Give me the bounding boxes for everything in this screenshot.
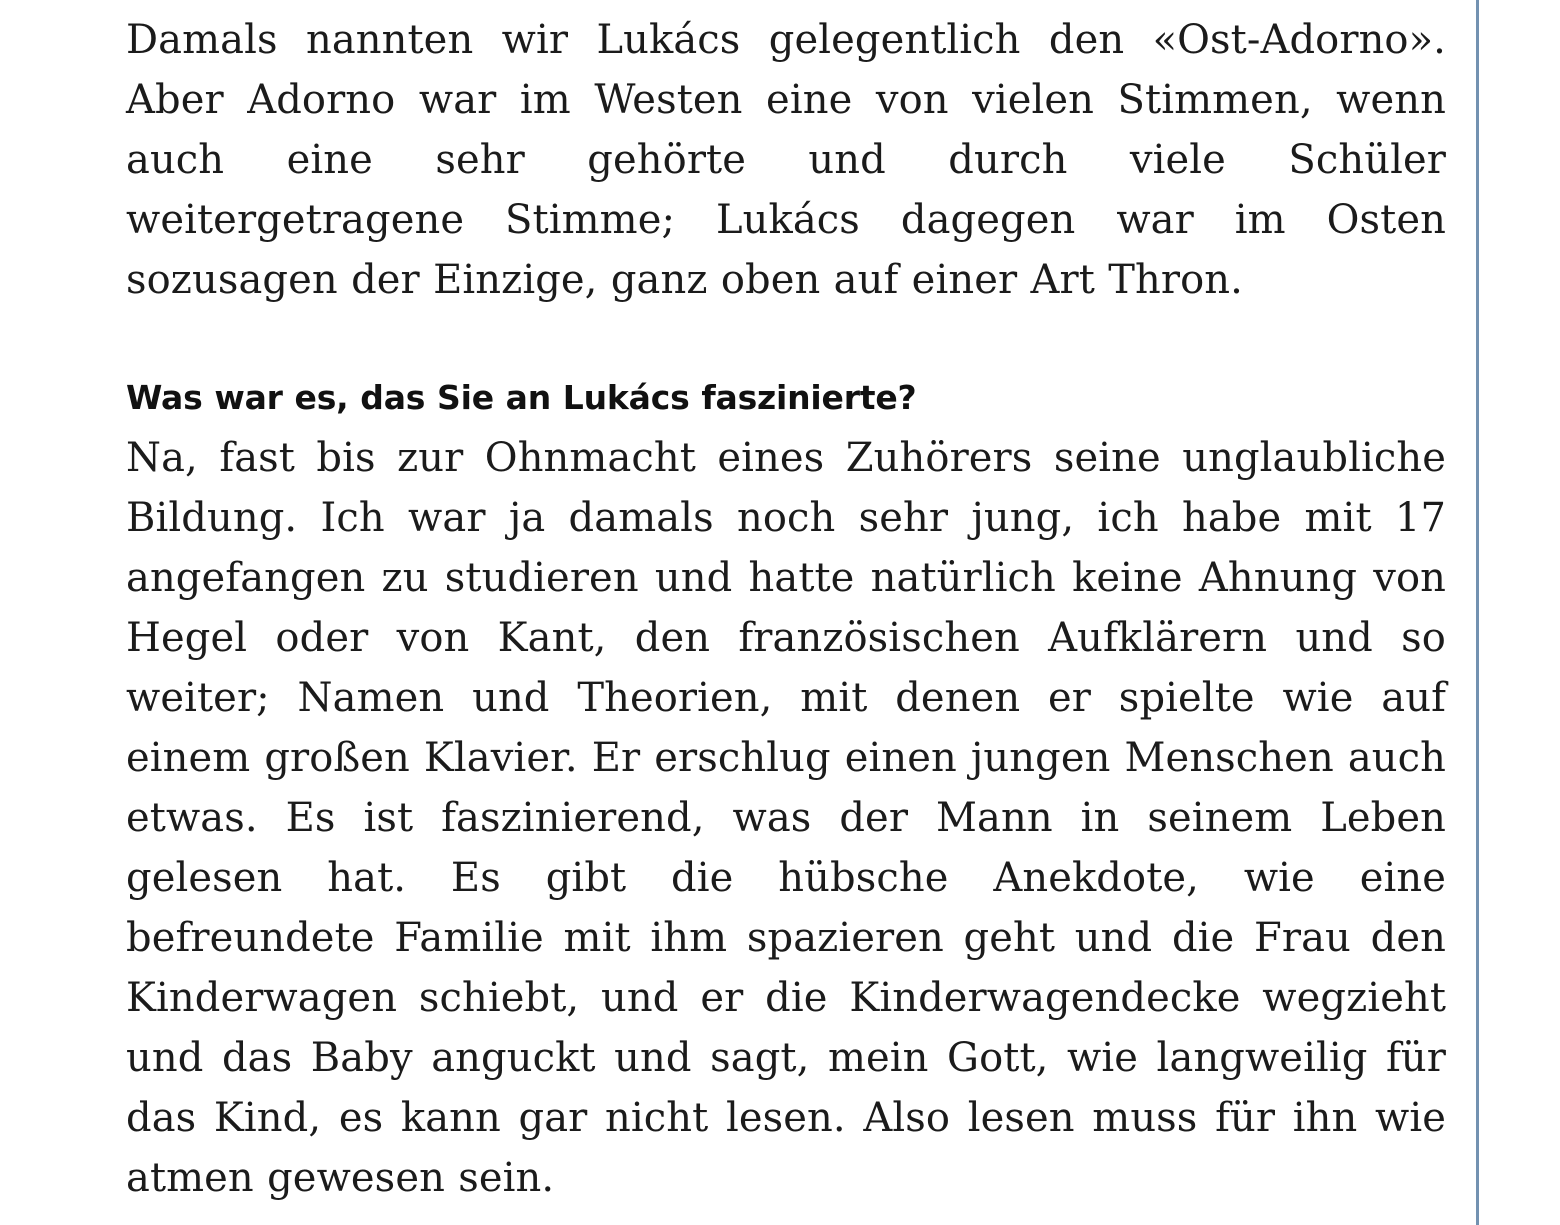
interview-question: Was war es, das Sie an Lukács faszinierte? xyxy=(126,378,917,417)
page-edge-rule xyxy=(1476,0,1479,1225)
text-column xyxy=(126,0,1446,1208)
paragraph-ost-adorno: Damals nannten wir Lukács gelegentlich den «Ost-Adorno». Aber Adorno war im Westen eine von vielen Stimmen, wenn auch eine sehr gehörte und durch viele Schüler weitergetragene Stimme; Lukács dagegen war im Osten sozusagen der Einzige, ganz oben auf einer Art Thron. xyxy=(126,17,1446,303)
paragraph-spacer xyxy=(126,310,1446,368)
interview-answer: Na, fast bis zur Ohnmacht eines Zuhörers seine unglaubliche Bildung. Ich war ja damals noch sehr jung, ich habe mit 17 angefangen zu studieren und hatte natürlich keine Ahnung von Hegel oder von Kant, den französischen Aufklärern und so weiter; Namen und Theorien, mit denen er spielte wie auf einem großen Klavier. Er erschlug einen jungen Menschen auch etwas. Es ist faszinierend, was der Mann in seinem Leben gelesen hat. Es gibt die hübsche Anekdote, wie eine befreundete Familie mit ihm spazieren geht und die Frau den Kinderwagen schiebt, und er die Kinderwagendecke wegzieht und das Baby anguckt und sagt, mein Gott, wie langweilig für das Kind, es kann gar nicht lesen. Also lesen muss für ihn wie atmen gewesen sein. xyxy=(126,435,1446,1201)
